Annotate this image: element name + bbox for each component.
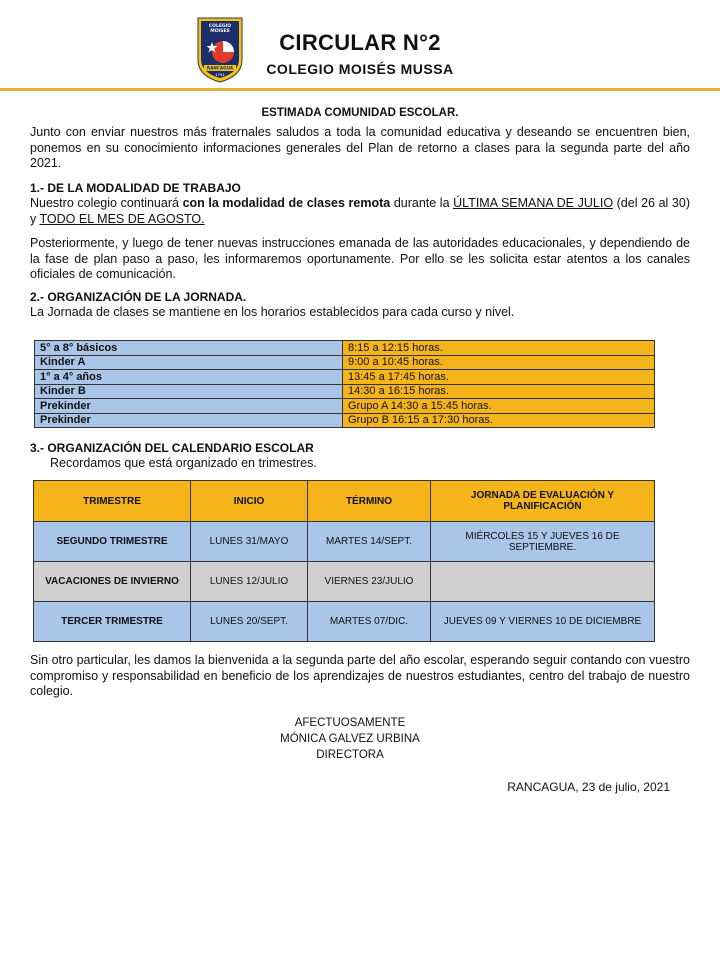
table-row <box>35 355 655 370</box>
cell-inicio: LUNES 31/MAYO <box>191 522 308 562</box>
table-row <box>35 399 655 414</box>
table-row <box>34 562 655 602</box>
calendar-table <box>33 480 655 642</box>
signature-name: MÓNICA GALVEZ URBINA <box>280 733 420 745</box>
closing-paragraph: Sin otro particular, les damos la bienvenida a la segunda parte del año escolar, esperando seguir contando con vuestro compromiso y responsabilidad en beneficio de los aprendizajes de nuestros estudiantes, centro del trabajo de nuestro colegio. <box>30 653 690 698</box>
text-run-underlined: TODO EL MES DE AGOSTO. <box>39 211 205 226</box>
intro-paragraph: Junto con enviar nuestros más fraternales saludos a toda la comunidad educativa y deseando se encuentren bien, ponemos en su conocimiento informaciones generales del Plan de retorno a clases para la segunda parte del año 2021. <box>30 125 690 170</box>
schedule-hours: 9:00 a 10:45 horas. <box>343 355 655 370</box>
text-run-underlined: ÚLTIMA SEMANA DE JULIO <box>453 196 614 210</box>
cell-termino: MARTES 07/DIC. <box>308 602 431 642</box>
schedule-hours: Grupo A 14:30 a 15:45 horas. <box>343 399 655 414</box>
header-rule <box>0 88 720 91</box>
schedule-hours: 8:15 a 12:15 horas. <box>343 341 655 356</box>
table-row <box>35 370 655 385</box>
schedule-level: 5° a 8° básicos <box>35 341 343 356</box>
text-run: (del 26 al 30) y <box>30 196 690 226</box>
cell-termino: MARTES 14/SEPT. <box>308 522 431 562</box>
svg-text:RANCAGUA: RANCAGUA <box>206 65 234 71</box>
text-run: Nuestro colegio continuará <box>30 196 183 210</box>
table-row <box>35 341 655 356</box>
text-run: durante la <box>390 196 454 210</box>
cell-trimestre: TERCER TRIMESTRE <box>34 602 191 642</box>
svg-text:COLEGIO: COLEGIO <box>208 24 232 29</box>
letter-date: RANCAGUA, 23 de julio, 2021 <box>507 780 670 794</box>
school-crest-logo <box>196 16 244 84</box>
schedule-level: Prekinder <box>35 399 343 414</box>
section1-paragraph2: Posteriormente, y luego de tener nuevas instrucciones emanada de las autoridades educacionales, y dependiendo de la fase de plan paso a paso, les informaremos oportunamente. Por ello se les solicita estar atentos a los canales oficiales de comunicación. <box>30 236 690 281</box>
schedule-hours: 14:30 a 16:15 horas. <box>343 384 655 399</box>
schedule-hours: Grupo B 16:15 a 17:30 horas. <box>343 413 655 428</box>
cell-jornada <box>431 562 655 602</box>
greeting: ESTIMADA COMUNIDAD ESCOLAR. <box>261 107 459 119</box>
cell-inicio: LUNES 20/SEPT. <box>191 602 308 642</box>
section2-text: La Jornada de clases se mantiene en los horarios establecidos para cada curso y nivel. <box>30 305 515 319</box>
section1-heading: 1.- DE LA MODALIDAD DE TRABAJO <box>30 181 241 195</box>
cell-jornada: JUEVES 09 Y VIERNES 10 DE DICIEMBRE <box>431 602 655 642</box>
schedule-level: Kinder B <box>35 384 343 399</box>
column-header: INICIO <box>191 481 308 522</box>
column-header: TRIMESTRE <box>34 481 191 522</box>
schedule-hours: 13:45 a 17:45 horas. <box>343 370 655 385</box>
schedule-level: 1° a 4° años <box>35 370 343 385</box>
text-run-bold: con la modalidad de clases remota <box>182 196 391 210</box>
schedule-level: Prekinder <box>35 413 343 428</box>
table-row <box>34 602 655 642</box>
table-header-row <box>34 481 655 522</box>
signature-role: DIRECTORA <box>316 749 384 761</box>
svg-text:MOISES: MOISES <box>210 29 230 34</box>
table-row <box>34 522 655 562</box>
column-header: JORNADA DE EVALUACIÓN Y PLANIFICACIÓN <box>431 481 655 522</box>
section1-paragraph1 <box>30 196 690 227</box>
section2-heading: 2.- ORGANIZACIÓN DE LA JORNADA. <box>30 290 247 304</box>
signature-salutation: AFECTUOSAMENTE <box>294 717 406 729</box>
section3-text: Recordamos que está organizado en trimestres. <box>50 456 317 470</box>
cell-jornada: MIÉRCOLES 15 Y JUEVES 16 DE SEPTIEMBRE. <box>431 522 655 562</box>
school-name: COLEGIO MOISÉS MUSSA <box>266 61 454 77</box>
schedule-level: Kinder A <box>35 355 343 370</box>
circular-title: CIRCULAR N°2 <box>279 30 441 55</box>
svg-text:1791: 1791 <box>215 72 225 77</box>
table-row <box>35 384 655 399</box>
cell-trimestre: VACACIONES DE INVIERNO <box>34 562 191 602</box>
table-row <box>35 413 655 428</box>
cell-termino: VIERNES 23/JULIO <box>308 562 431 602</box>
section3-heading: 3.- ORGANIZACIÓN DEL CALENDARIO ESCOLAR <box>30 441 314 455</box>
cell-trimestre: SEGUNDO TRIMESTRE <box>34 522 191 562</box>
schedule-table <box>34 340 655 428</box>
column-header: TÉRMINO <box>308 481 431 522</box>
cell-inicio: LUNES 12/JULIO <box>191 562 308 602</box>
